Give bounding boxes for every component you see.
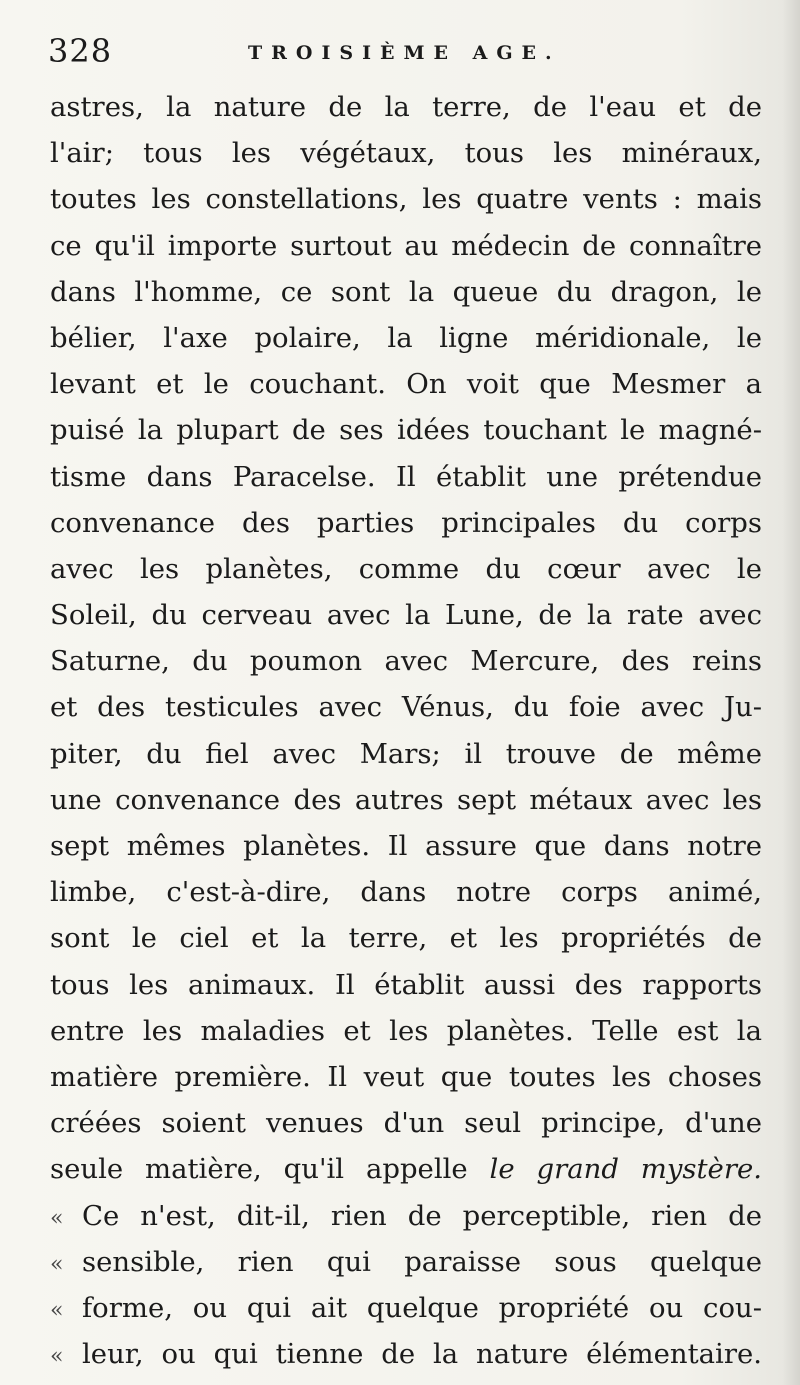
text-line: piter, du fiel avec Mars; il trouve de même — [50, 737, 762, 770]
text-segment: seule matière, qu'il appelle — [50, 1153, 490, 1186]
text-line: dans l'homme, ce sont la queue du dragon, le — [50, 275, 762, 308]
text-line: et des testicules avec Vénus, du foie avec Ju- — [50, 691, 762, 724]
quote-mark: « — [50, 1297, 64, 1323]
text-line: astres, la nature de la terre, de l'eau et de — [50, 91, 762, 123]
text-line: créées soient venues d'un seul principe, d'une — [50, 1107, 762, 1140]
text-line: sont le ciel et la terre, et les propriétés de — [50, 922, 762, 955]
text-line: limbe, c'est-à-dire, dans notre corps animé, — [50, 876, 762, 909]
text-line: l'air; tous les végétaux, tous les minéraux, — [50, 137, 762, 170]
text-line: Saturne, du poumon avec Mercure, des reins — [50, 645, 762, 678]
body-text — [50, 84, 762, 1377]
text-line: entre les maladies et les planètes. Telle est la — [50, 1014, 762, 1047]
quote-mark: « — [50, 1251, 64, 1277]
quote-mark: « — [50, 1344, 64, 1370]
quote-line — [50, 1285, 762, 1331]
text-line: convenance des parties principales du corps — [50, 506, 762, 539]
running-title: TROISIÈME AGE. — [248, 42, 561, 64]
text-line: une convenance des autres sept métaux avec les — [50, 783, 762, 816]
text-line: tisme dans Paracelse. Il établit une prétendue — [50, 460, 762, 493]
text-line: puisé la plupart de ses idées touchant le magné- — [50, 414, 762, 447]
text-line: levant et le couchant. On voit que Mesmer a — [50, 368, 762, 401]
text-line: bélier, l'axe polaire, la ligne méridionale, le — [50, 321, 762, 354]
quote-text: Ce n'est, dit-il, rien de perceptible, rien de — [82, 1199, 762, 1232]
text-line: tous les animaux. Il établit aussi des rapports — [50, 968, 762, 1001]
quote-line — [50, 1193, 762, 1239]
quote-mark: « — [50, 1205, 64, 1231]
page-number: 328 — [48, 32, 113, 70]
quote-text: sensible, rien qui paraisse sous quelque — [82, 1245, 762, 1278]
text-line: toutes les constellations, les quatre vents : mais — [50, 183, 762, 216]
text-line: ce qu'il importe surtout au médecin de connaître — [50, 229, 762, 262]
quote-text: leur, ou qui tienne de la nature élémentaire. — [82, 1338, 762, 1371]
running-head — [48, 28, 760, 78]
text-line: sept mêmes planètes. Il assure que dans notre — [50, 830, 762, 862]
quote-text: forme, ou qui ait quelque propriété ou cou- — [82, 1291, 762, 1324]
page-edge-shadow — [782, 0, 800, 1385]
italic-term: le grand mystère. — [489, 1153, 762, 1186]
text-line: avec les planètes, comme du cœur avec le — [50, 552, 762, 585]
text-line — [50, 1146, 762, 1192]
quote-line — [50, 1239, 762, 1285]
text-line: matière première. Il veut que toutes les choses — [50, 1060, 762, 1093]
text-line: Soleil, du cerveau avec la Lune, de la rate avec — [50, 599, 762, 632]
quote-line — [50, 1331, 762, 1377]
